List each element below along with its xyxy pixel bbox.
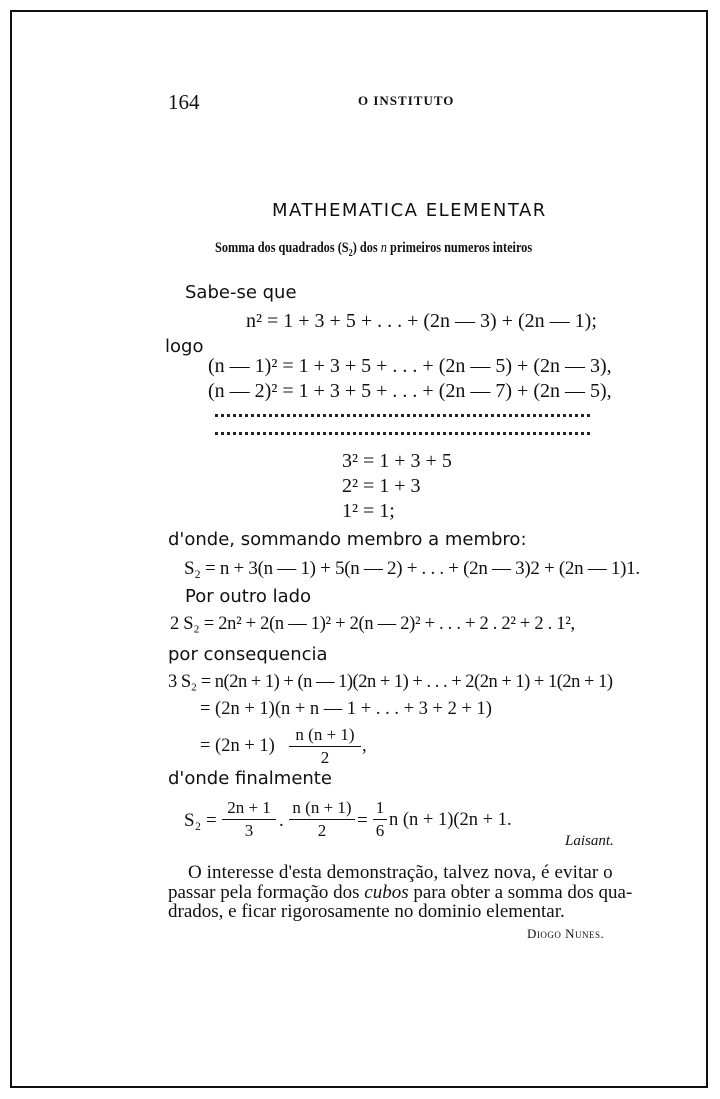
- running-title: O INSTITUTO: [358, 93, 455, 108]
- subtitle-part-a: Somma dos quadrados (S: [215, 240, 349, 256]
- equation-3: (n — 2)² = 1 + 3 + 5 + . . . + (2n — 7) + (2n — 5),: [208, 380, 612, 402]
- equation-9: 3 S₂ = n(2n + 1) + (n — 1)(2n + 1) + . . . + 2(2n + 1) + 1(2n + 1): [168, 672, 613, 692]
- equation-12-dot: .: [279, 810, 284, 831]
- equation-12-fraction-1: [222, 798, 276, 841]
- fraction-denominator: 2: [320, 748, 330, 767]
- paragraph-line-2-b: para obter a somma dos qua-: [408, 882, 633, 903]
- equation-11-end: ,: [362, 736, 367, 756]
- fraction-denominator: 6: [375, 821, 385, 840]
- subtitle-n: n: [380, 240, 387, 256]
- intro-text: Sabe-se que: [185, 282, 297, 303]
- fraction-bar: [289, 746, 361, 747]
- equation-12-fraction-2: [289, 798, 355, 841]
- equation-8: 2 S₂ = 2n² + 2(n — 1)² + 2(n — 2)² + . . . + 2 . 2² + 2 . 1²,: [170, 614, 575, 634]
- fraction-numerator: 2n + 1: [227, 798, 271, 817]
- paragraph-line-3: drados, e ficar rigorosamente no dominio elementar.: [168, 901, 565, 922]
- subtitle: [215, 240, 532, 259]
- equation-7: S₂ = n + 3(n — 1) + 5(n — 2) + . . . + (2n — 3)2 + (2n — 1)1.: [184, 558, 640, 579]
- paragraph-line-2-a: passar pela formação dos: [168, 882, 365, 903]
- equation-6: 1² = 1;: [342, 500, 395, 522]
- equation-11-lhs: = (2n + 1): [200, 736, 275, 756]
- por-consequencia-text: por consequencia: [168, 644, 328, 665]
- donde-final-text: d'onde finalmente: [168, 768, 332, 789]
- logo-text: logo: [165, 336, 204, 357]
- equation-10: = (2n + 1)(n + n — 1 + . . . + 3 + 2 + 1): [200, 699, 492, 719]
- equation-12-rhs: n (n + 1)(2n + 1.: [389, 810, 512, 830]
- ellipsis-row-1: [215, 414, 590, 417]
- por-outro-text: Por outro lado: [185, 586, 312, 607]
- ellipsis-row-2: [215, 432, 590, 435]
- equation-11-fraction: [289, 725, 361, 768]
- fraction-bar: [222, 819, 276, 820]
- fraction-bar: [289, 819, 355, 820]
- fraction-numerator: 1: [375, 798, 385, 817]
- equation-2: (n — 1)² = 1 + 3 + 5 + . . . + (2n — 5) + (2n — 3),: [208, 355, 612, 377]
- attribution: Laisant.: [565, 833, 614, 849]
- equation-12-lhs: S₂ =: [184, 810, 217, 831]
- paragraph-cubos: cubos: [364, 882, 409, 903]
- fraction-numerator: n (n + 1): [292, 798, 352, 817]
- paragraph-line-1: O interesse d'esta demonstração, talvez nova, é evitar o: [188, 862, 613, 883]
- fraction-numerator: n (n + 1): [295, 725, 355, 744]
- subtitle-part-b: ) dos: [352, 240, 381, 256]
- fraction-denominator: 3: [244, 821, 254, 840]
- equation-1: n² = 1 + 3 + 5 + . . . + (2n — 3) + (2n — 1);: [246, 310, 597, 332]
- equation-12-equals: =: [357, 810, 368, 831]
- subtitle-subscript: 2: [348, 248, 353, 259]
- subtitle-part-c: primeiros numeros inteiros: [386, 240, 533, 256]
- page-number: 164: [168, 90, 200, 114]
- equation-12-fraction-3: [373, 798, 387, 841]
- section-title: MATHEMATICA ELEMENTAR: [272, 200, 547, 221]
- equation-5: 2² = 1 + 3: [342, 475, 421, 497]
- fraction-denominator: 2: [317, 821, 327, 840]
- author-signature: Diogo Nunes.: [527, 926, 605, 941]
- donde-sum-text: d'onde, sommando membro a membro:: [168, 529, 527, 550]
- fraction-bar: [373, 819, 387, 820]
- equation-4: 3² = 1 + 3 + 5: [342, 450, 452, 472]
